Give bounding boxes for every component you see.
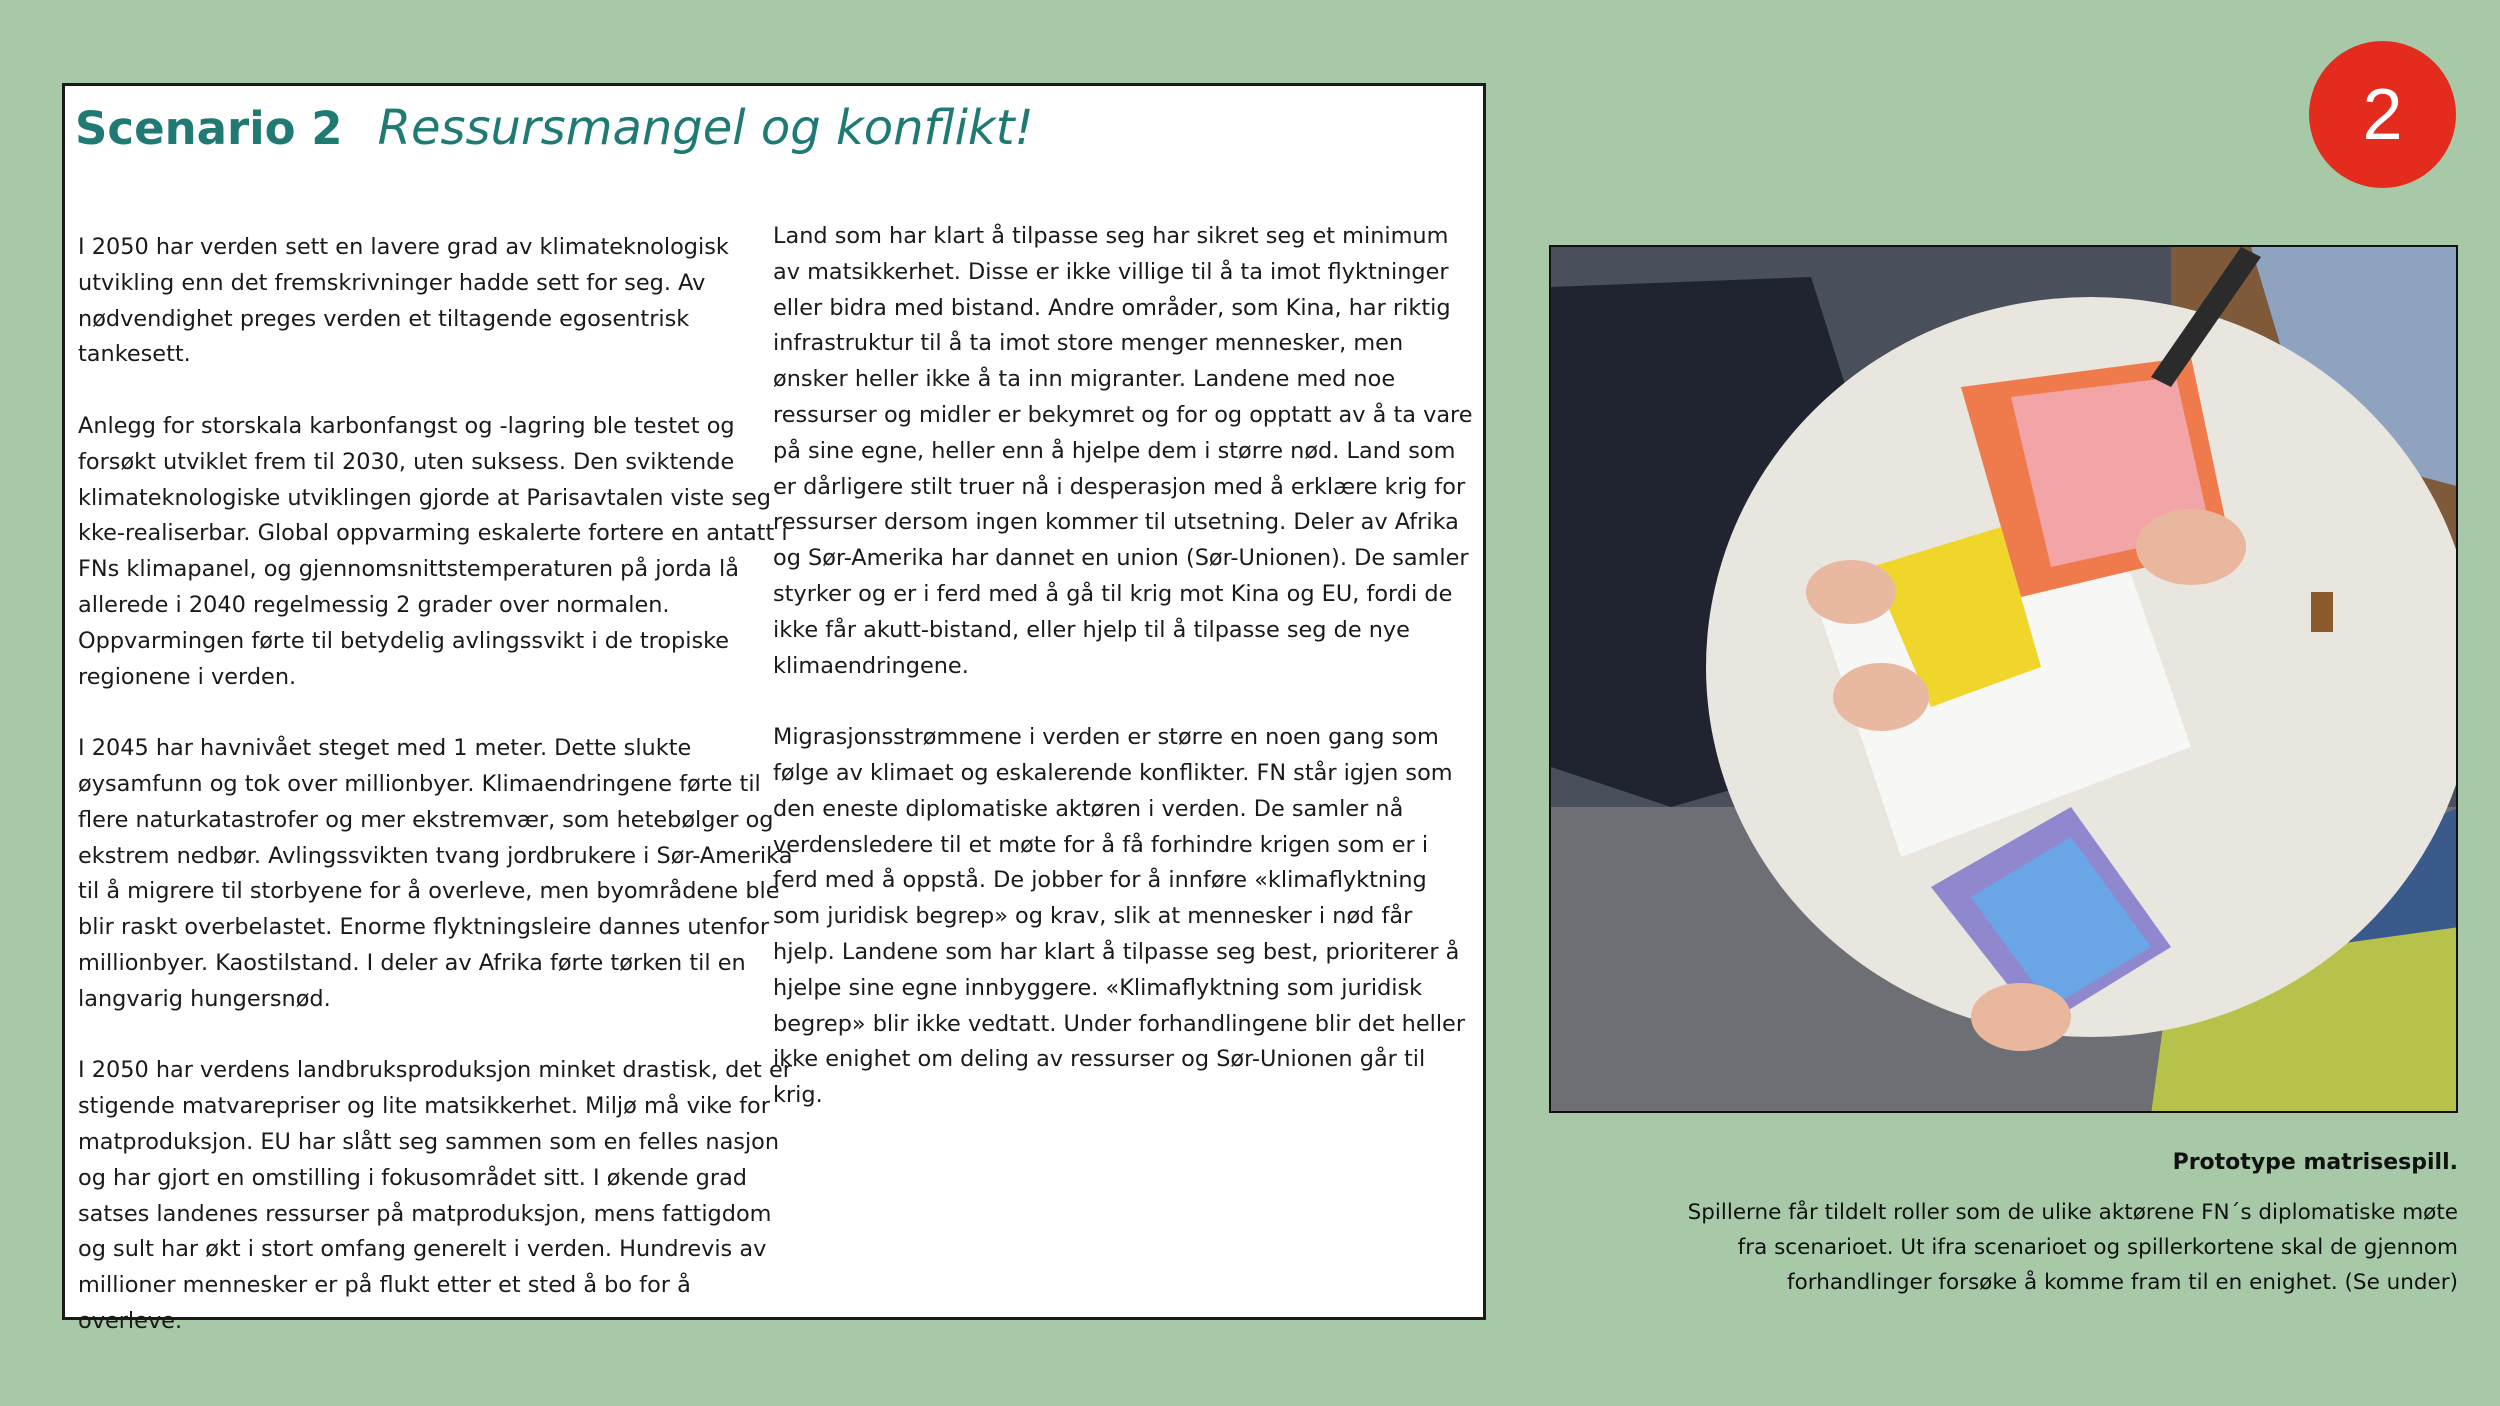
scenario-heading [75, 100, 1034, 156]
text-column-right [773, 219, 1473, 1150]
slide-number: 2 [2362, 74, 2403, 155]
scenario-title: Ressursmangel og konflikt! [377, 100, 1034, 156]
paragraph: I 2050 har verdens landbruksproduksjon minket drastisk, det er stigende matvarepriser og lite matsikkerhet. Miljø må vike for matproduksjon. EU har slått seg sammen som en felles nasjon og har gjort en omstilling i fokusområdet sitt. I økende grad satses landenes ressurser på matproduksjon, mens fattigdom og sult har økt i stort omfang generelt i verden. Hundrevis av millioner mennesker er på flukt etter et sted å bo for å overleve. [78, 1057, 792, 1334]
caption-body: Spillerne får tildelt roller som de ulike aktørene FN´s diplomatiske møte fra scenarioet. Ut ifra scenarioet og spillerkortene skal de gjennom forhandlinger forsøke å komme fram til en enighet. (Se under) [1687, 1200, 2458, 1295]
paragraph: I 2050 har verden sett en lavere grad av klimateknologisk utvikling enn det fremskrivninger hadde sett for seg. Av nødvendighet preges verden et tiltagende egosentrisk tankesett. [78, 234, 729, 368]
photo-illustration [1551, 247, 2458, 1113]
paragraph: Migrasjonsstrømmene i verden er større en noen gang som følge av klimaet og eskalerende konflikter. FN står igjen som den eneste diplomatiske aktøren i verden. De samler nå verdensledere til et møte for å få forhindre krigen som er i ferd med å oppstå. De jobber for å innføre «klimaflyktning som juridisk begrep» og krav, slik at mennesker i nød får hjelp. Landene som har klart å tilpasse seg best, prioriterer å hjelpe sine egne innbyggere. «Klimaflyktning som juridisk begrep» blir ikke vedtatt. Under forhandlingene blir det heller ikke enighet om deling av ressurser og Sør-Unionen går til krig. [773, 724, 1466, 1109]
paragraph: I 2045 har havnivået steget med 1 meter. Dette slukte øysamfunn og tok over millionbyer. Klimaendringene førte til flere naturkatastrofer og mer ekstremvær, som hetebølger og ekstrem nedbør. Avlingssvikten tvang jordbrukere i Sør-Amerika til å migrere til storbyene for å overleve, men byområdene ble blir raskt overbelastet. Enorme flyktningsleire dannes utenfor millionbyer. Kaostilstand. I deler av Afrika førte tørken til en langvarig hungersnød. [78, 735, 793, 1012]
paragraph: Land som har klart å tilpasse seg har sikret seg et minimum av matsikkerhet. Disse er ikke villige til å ta imot flyktninger eller bidra med bistand. Andre områder, som Kina, har riktig infrastruktur til å ta imot store menger mennesker, men ønsker heller ikke å ta inn migranter. Landene med noe ressurser og midler er bekymret og for og opptatt av å ta vare på sine egne, heller enn å hjelpe dem i større nød. Land som er dårligere stilt truer nå i desperasjon med å erklære krig for ressurser dersom ingen kommer til utsetning. Deler av Afrika og Sør-Amerika har dannet en union (Sør-Unionen). De samler styrker og er i ferd med å gå til krig mot Kina og EU, fordi de ikke får akutt-bistand, eller hjelp til å tilpasse seg de nye klimaendringene. [773, 223, 1473, 679]
slide-number-badge [2309, 41, 2456, 188]
text-column-left [78, 230, 798, 1376]
prototype-game-photo [1549, 245, 2458, 1113]
caption-title: Prototype matrisespill. [2172, 1150, 2458, 1175]
scenario-document [62, 83, 1486, 1334]
scenario-label: Scenario 2 [75, 102, 343, 155]
paragraph: Anlegg for storskala karbonfangst og -lagring ble testet og forsøkt utviklet frem til 2030, uten suksess. Den sviktende klimateknologiske utviklingen gjorde at Parisavtalen viste seg kke-realiserbar. Global oppvarming eskalerte fortere en antatt i FNs klimapanel, og gjennomsnittstemperaturen på jorda lå allerede i 2040 regelmessig 2 grader over normalen. Oppvarmingen førte til betydelig avlingssvikt i de tropiske regionene i verden. [78, 412, 788, 690]
